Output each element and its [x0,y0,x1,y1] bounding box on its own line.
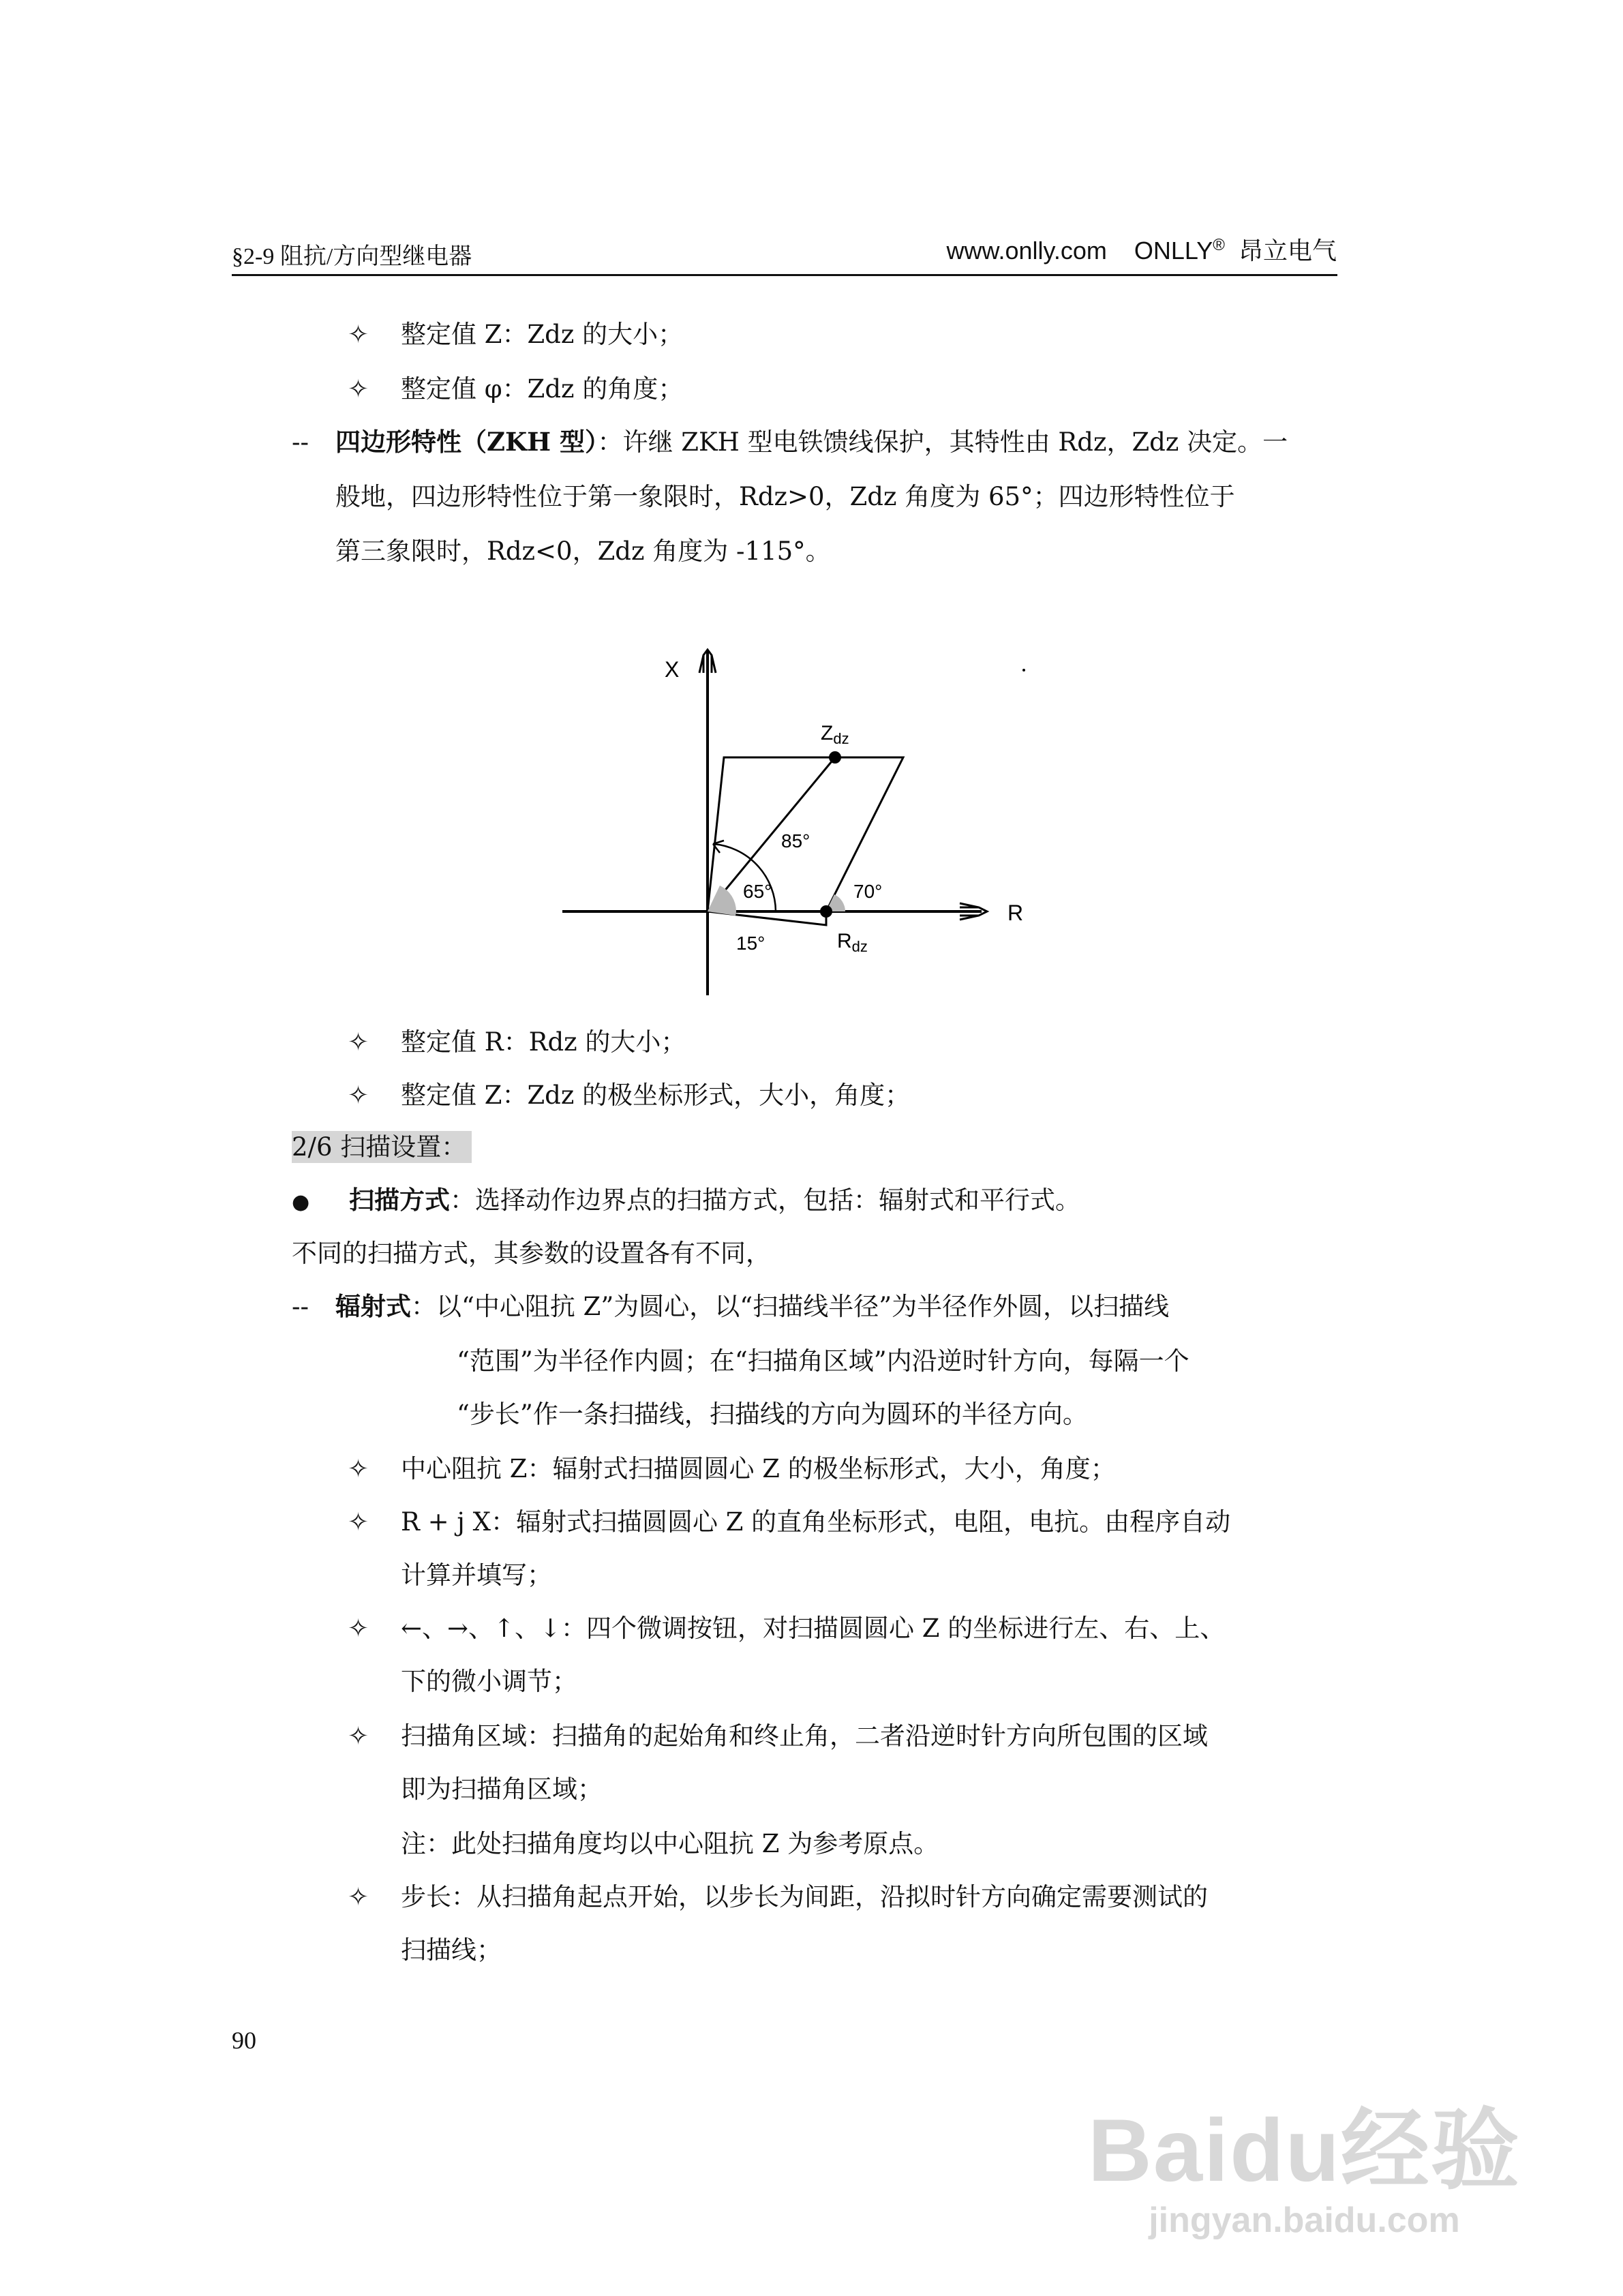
diamond-bullet-icon: ✧ [348,1882,369,1912]
zdz-sub: dz [833,730,849,747]
quad-paragraph-line-3: 第三象限时，Rdz<0，Zdz 角度为 -115°。 [335,537,831,566]
dash-marker: -- [292,1292,309,1321]
angle-65-fill [708,886,736,911]
header-brand: ONLLY [1134,237,1213,265]
region-note: 注：此处扫描角度均以中心阻抗 Z 为参考原点。 [401,1829,939,1858]
quad-text-1: ：许继 ZKH 型电铁馈线保护，其特性由 Rdz，Zdz 决定。一 [597,427,1288,457]
item-text: 扫描角区域：扫描角的起始角和终止角，二者沿逆时针方向所包围的区域 [401,1721,1208,1751]
scan-mode-text: ：选择动作边界点的扫描方式，包括：辐射式和平行式。 [450,1185,1080,1215]
dash-marker: -- [292,427,309,457]
list-item [348,1616,1225,1641]
angle-70-label: 70° [853,881,883,902]
stray-dot [1022,669,1025,671]
header-rule [232,274,1337,276]
scan-mode-label: 扫描方式 [349,1185,450,1215]
rdz-sub: dz [851,938,868,955]
header-brand-block [946,232,1337,267]
item-text: 整定值 R：Rdz 的大小； [401,1027,686,1057]
list-item [348,1456,1116,1481]
list-item [348,1083,910,1108]
diamond-bullet-icon: ✧ [348,1454,369,1483]
radial-line-2: “范围”为半径作内圆；在“扫描角区域”内沿逆时针方向，每隔一个 [457,1346,1189,1376]
section-heading-text: 2/6 扫描设置： [292,1131,472,1163]
diamond-bullet-icon: ✧ [348,1081,369,1110]
list-item [348,1029,686,1055]
zdz-label [821,722,849,747]
radial-line-3: “步长”作一条扫描线，扫描线的方向为圆环的半径方向。 [457,1400,1088,1429]
item-continuation: 即为扫描角区域； [401,1774,603,1804]
x-axis-label: X [665,657,680,682]
radial-line-1 [292,1291,1170,1321]
angle-85-label: 85° [781,830,810,851]
scan-mode-line [292,1185,1080,1215]
radial-text-1: ：以“中心阻抗 Z”为圆心，以“扫描线半径”为半径作外圆，以扫描线 [411,1292,1170,1321]
watermark-url: jingyan.baidu.com [1149,2201,1460,2240]
angle-15-fill [708,911,736,916]
header-company: 昂立电气 [1238,237,1337,265]
diamond-bullet-icon: ✧ [348,320,369,349]
list-item [348,1882,1208,1912]
zdz-point [829,751,841,764]
diamond-bullet-icon: ✧ [348,1507,369,1537]
diamond-bullet-icon: ✧ [348,1721,369,1751]
quad-paragraph-line-1 [292,429,1288,455]
baidu-watermark [1088,2079,1521,2241]
item-continuation: 下的微小调节； [401,1667,577,1696]
item-text: 步长：从扫描角起点开始，以步长为间距，沿拟时针方向确定需要测试的 [401,1882,1208,1912]
item-text: 中心阻抗 Z：辐射式扫描圆圆心 Z 的极坐标形式，大小，角度； [401,1454,1116,1483]
r-axis-label: R [1007,901,1024,925]
item-continuation: 计算并填写； [401,1560,552,1590]
item-text: R + j X：辐射式扫描圆圆心 Z 的直角坐标形式，电阻，电抗。由程序自动 [401,1507,1231,1537]
diamond-bullet-icon: ✧ [348,1027,369,1057]
angle-15-label: 15° [736,933,765,954]
quad-title: 四边形特性（ZKH 型） [335,427,598,457]
angle-65-label: 65° [743,881,772,902]
scan-note: 不同的扫描方式，其参数的设置各有不同， [292,1239,771,1268]
zdz-main: Z [821,722,834,744]
quadrilateral-diagram [545,637,1132,1006]
list-item [348,1509,1230,1535]
header-section-title: §2-9 阻抗/方向型继电器 [232,244,472,269]
item-text: ←、→、↑、↓：四个微调按钮，对扫描圆圆心 Z 的坐标进行左、右、上、 [401,1614,1226,1643]
rdz-label [837,930,868,955]
radial-label: 辐射式 [335,1291,411,1321]
header-website: www.onlly.com [946,237,1107,265]
diamond-bullet-icon: ✧ [348,374,369,404]
item-text: 整定值 φ：Zdz 的角度； [401,374,684,404]
item-text: 整定值 Z：Zdz 的极坐标形式，大小，角度； [401,1081,911,1110]
registered-mark: ® [1213,236,1225,254]
item-continuation: 扫描线； [401,1935,502,1965]
dot-bullet-icon: ● [292,1190,310,1214]
rdz-point [820,905,832,918]
list-item [348,376,683,402]
item-text: 整定值 Z：Zdz 的大小； [401,320,684,349]
watermark-logo: Baidu经验 [1087,2100,1521,2200]
diamond-bullet-icon: ✧ [348,1614,369,1643]
page-number: 90 [232,2027,256,2054]
list-item [348,322,683,347]
section-heading [292,1134,472,1160]
quad-paragraph-line-2: 般地，四边形特性位于第一象限时，Rdz>0，Zdz 角度为 65°；四边形特性位于 [335,482,1235,511]
list-item [348,1723,1208,1749]
rdz-main: R [837,930,852,952]
